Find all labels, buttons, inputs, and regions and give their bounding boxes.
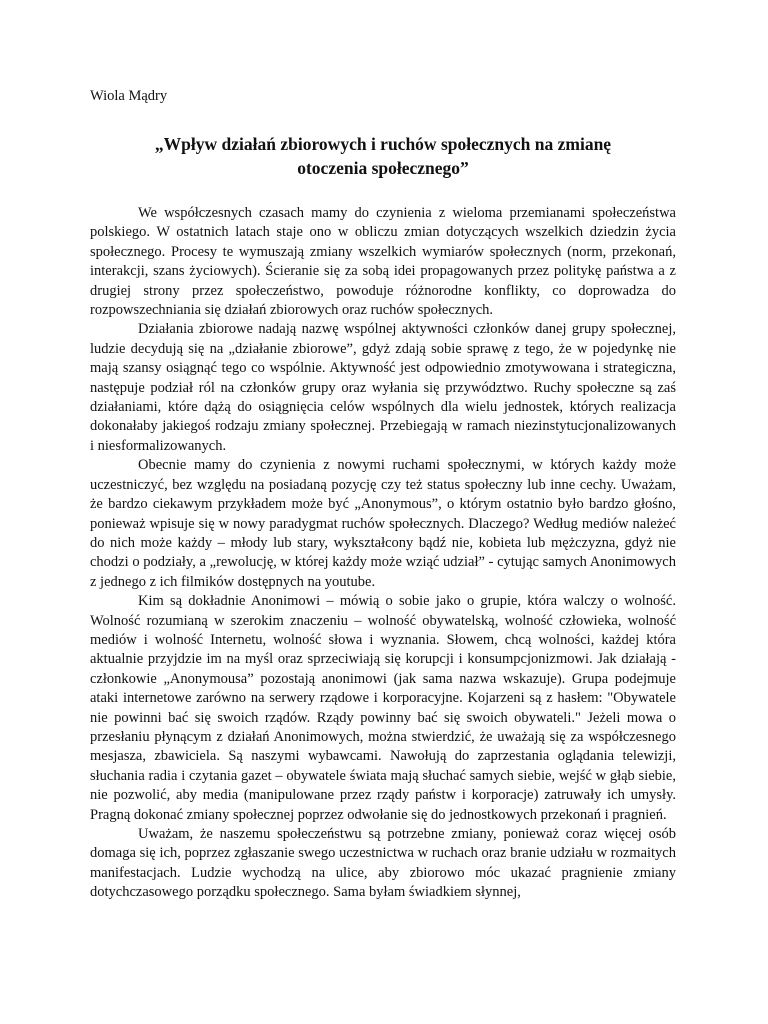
paragraph-4: Kim są dokładnie Anonimowi – mówią o sobie jako o grupie, która walczy o wolność. Wolność rozumianą w szerokim znaczeniu – wolność obywatelską, wolność człowieka, wolność mediów i wolność Internetu, wolność słowa i wyznania. Słowem, chcą wolności, każdej która aktualnie przyjdzie im na myśl oraz sprzeciwiają się korupcji i konsumpcjonizmowi. Jak działają - członkowie „Anonymousa” pozostają anonimowi (jak sama nazwa wskazuje). Grupa podejmuje ataki internetowe zarówno na serwery rządowe i korporacyjne. Kojarzeni są z hasłem: "Obywatele nie powinni bać się swoich rządów. Rządy powinny bać się swoich obywateli." Jeżeli mowa o przesłaniu płynącym z działań Anonimowych, można stwierdzić, że uważają się za współczesnego mesjasza, zbawiciela. Są naszymi wybawcami. Nawołują do zaprzestania oglądania telewizji, słuchania radia i czytania gazet – obywatele świata mają słuchać samych siebie, wejść w głąb siebie, nie pozwolić, aby media (manipulowane przez rządy państw i korporacje) zatruwały ich umysły. Pragną dokonać zmiany społecznej poprzez odwołanie się do jednostkowych przekonań i pragnień.	[90, 593, 676, 823]
title-line-1: „Wpływ działań zbiorowych i ruchów społecznych na zmianę	[154, 134, 612, 154]
author-name: Wiola Mądry	[90, 88, 168, 104]
paragraph-1: We współczesnych czasach mamy do czynienia z wieloma przemianami społeczeństwa polskiego. W ostatnich latach staje ono w obliczu zmian dotyczących wszelkich dziedzin życia społecznego. Procesy te wymuszają zmiany wszelkich wymiarów społecznych (norm, przekonań, interakcji, szans życiowych). Ścieranie się za sobą idei propagowanych przez politykę państwa a z drugiej strony przez społeczeństwo, powoduje różnorodne konflikty, co doprowadza do rozpowszechniania się działań zbiorowych oraz ruchów społecznych.	[90, 205, 676, 319]
paragraph-2: Działania zbiorowe nadają nazwę wspólnej aktywności członków danej grupy społecznej, ludzie decydują się na „działanie zbiorowe”, gdyż zdają sobie sprawę z tego, że w pojedynkę nie mają szansy osiągnąć tego co wspólnie. Aktywność jest odpowiednio zmotywowana i strategiczna, następuje podział ról na członków grupy oraz wyłania się przywództwo. Ruchy społeczne są zaś działaniami, które dążą do osiągnięcia celów wspólnych dla wielu jednostek, których realizacja dokonałaby jakiegoś rodzaju zmiany społecznej. Przebiegają w ramach niezinstytucjonalizowanych i niesformalizowanych.	[90, 321, 676, 454]
paragraph-3: Obecnie mamy do czynienia z nowymi ruchami społecznymi, w których każdy może uczestniczyć, bez względu na posiadaną pozycję czy też status społeczny lub inne cechy. Uważam, że bardzo ciekawym przykładem może być „Anonymous”, o którym ostatnio było bardzo głośno, ponieważ wpisuje się w nowy paradygmat ruchów społecznych. Dlaczego? Według mediów należeć do nich może każdy – młody lub stary, wykształcony bądź nie, kobieta lub mężczyzna, gdyż nie chodzi o podziały, a „rewolucję, w której każdy może wziąć udział” - cytując samych Anonimowych z jednego z ich filmików dostępnych na youtube.	[90, 457, 676, 590]
document-title	[100, 132, 666, 180]
paragraph-5: Uważam, że naszemu społeczeństwu są potrzebne zmiany, ponieważ coraz więcej osób domaga się ich, poprzez zgłaszanie swego uczestnictwa w ruchach oraz branie udziału w rozmaitych manifestacjach. Ludzie wychodzą na ulice, aby zbiorowo móc ukazać pragnienie zmiany dotychczasowego porządku społecznego. Sama byłam świadkiem słynnej,	[90, 826, 676, 901]
title-line-2: otoczenia społecznego”	[297, 158, 469, 178]
document-body	[90, 204, 676, 903]
